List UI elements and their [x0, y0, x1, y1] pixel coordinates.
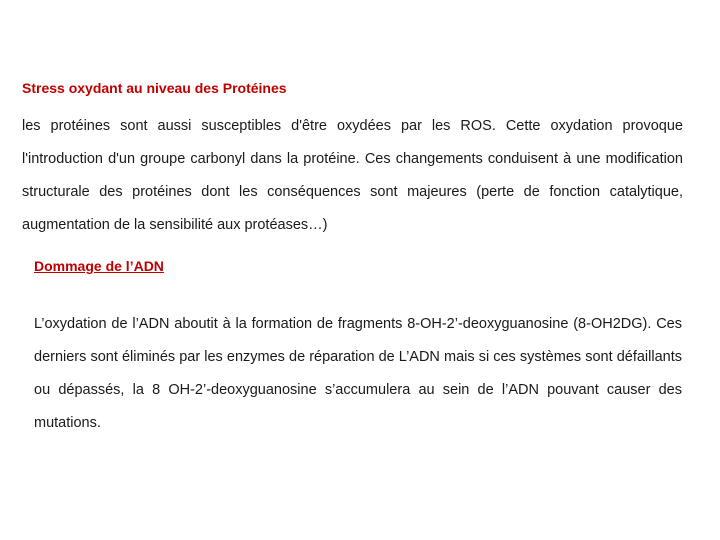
paragraph-protein-oxidation: les protéines sont aussi susceptibles d'être oxydées par les ROS. Cette oxydation provoque l'introduction d'un groupe carbonyl dans la protéine. Ces changements conduisent à une modification structurale des protéines dont les conséquences sont majeures (perte de fonction catalytique, augmentation de la sensibilité aux protéases…) [22, 118, 683, 233]
heading-protein-oxidative-stress: Stress oxydant au niveau des Protéines [22, 80, 287, 96]
heading-dna-damage: Dommage de l’ADN [34, 258, 164, 274]
paragraph-dna-oxidation: L’oxydation de l’ADN aboutit à la formation de fragments 8-OH-2’-deoxyguanosine (8-OH2DG). Ces derniers sont éliminés par les enzymes de réparation de L’ADN mais si ces systèmes sont défaillants ou dépassés, la 8 OH-2’-deoxyguanosine s’accumulera au sein de l’ADN pouvant causer des mutations. [34, 316, 682, 431]
section-protein-oxidative-stress [22, 78, 683, 242]
section-dna-damage [34, 256, 682, 440]
